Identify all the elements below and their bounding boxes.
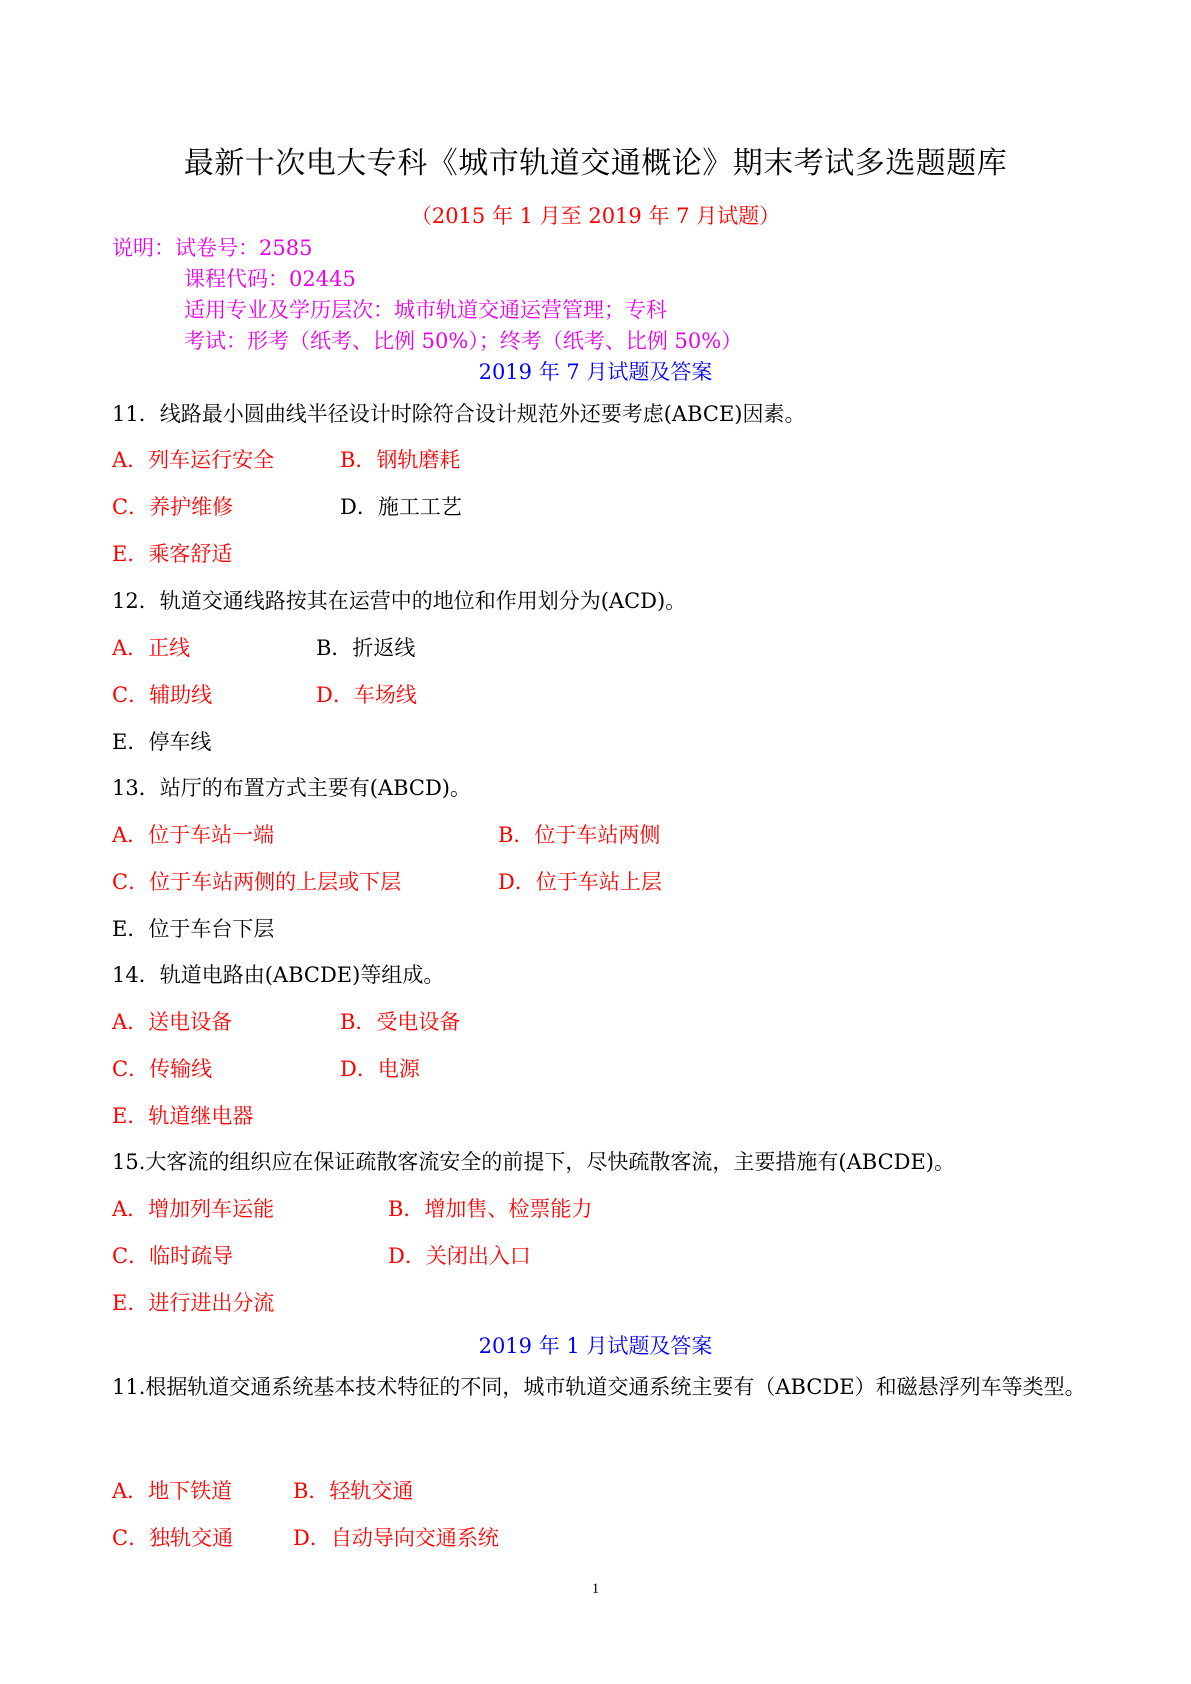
question-option: C．独轨交通 [112,1526,234,1550]
question-option: B．折返线 [316,636,416,660]
section-heading-2019-01: 2019 年 1 月试题及答案 [478,1334,713,1358]
question-option: B．受电设备 [340,1010,461,1034]
question-option: E．停车线 [112,730,212,754]
question-option: D．电源 [340,1057,420,1081]
question-option: B．位于车站两侧 [498,823,661,847]
note-line-major: 适用专业及学历层次：城市轨道交通运营管理；专科 [184,298,667,322]
question-option: C．养护维修 [112,495,234,519]
question-option: A．地下铁道 [112,1479,233,1503]
question-stem: 12．轨道交通线路按其在运营中的地位和作用划分为(ACD)。 [112,589,687,613]
section-heading-2019-07: 2019 年 7 月试题及答案 [478,360,713,384]
document-subtitle: （2015 年 1 月至 2019 年 7 月试题） [410,204,781,228]
question-option: C．临时疏导 [112,1244,234,1268]
question-option: C．辅助线 [112,683,213,707]
question-option: D．车场线 [316,683,417,707]
question-stem: 11．线路最小圆曲线半径设计时除符合设计规范外还要考虑(ABCE)因素。 [112,402,806,426]
question-option: B．轻轨交通 [293,1479,414,1503]
note-line-course-code: 课程代码：02445 [184,267,356,291]
question-option: A．列车运行安全 [112,448,275,472]
question-stem: 14．轨道电路由(ABCDE)等组成。 [112,963,445,987]
question-option: C．传输线 [112,1057,213,1081]
question-option: E．乘客舒适 [112,542,233,566]
question-stem: 11.根据轨道交通系统基本技术特征的不同，城市轨道交通系统主要有（ABCDE）和磁悬浮列车等类型。 [112,1375,1086,1399]
note-line-exam-mode: 考试：形考（纸考、比例 50%）；终考（纸考、比例 50%） [184,329,743,353]
question-option: A．位于车站一端 [112,823,275,847]
question-option: B．钢轨磨耗 [340,448,461,472]
question-option: D．关闭出入口 [388,1244,531,1268]
question-option: E．位于车台下层 [112,917,275,941]
question-stem: 15.大客流的组织应在保证疏散客流安全的前提下，尽快疏散客流，主要措施有(ABCDE)。 [112,1150,956,1174]
page-number: 1 [591,1581,600,1597]
question-option: C．位于车站两侧的上层或下层 [112,870,402,894]
question-option: D．自动导向交通系统 [293,1526,499,1550]
document-title: 最新十次电大专科《城市轨道交通概论》期末考试多选题题库 [183,146,1008,181]
question-option: E．进行进出分流 [112,1291,275,1315]
question-option: A．送电设备 [112,1010,233,1034]
question-option: D．位于车站上层 [498,870,662,894]
question-option: A．增加列车运能 [112,1197,275,1221]
question-option: E．轨道继电器 [112,1104,254,1128]
question-option: A．正线 [112,636,191,660]
question-option: B．增加售、检票能力 [388,1197,593,1221]
question-stem: 13．站厅的布置方式主要有(ABCD)。 [112,776,471,800]
question-option: D．施工工艺 [340,495,462,519]
note-line-exam-number: 说明：试卷号：2585 [112,236,313,260]
